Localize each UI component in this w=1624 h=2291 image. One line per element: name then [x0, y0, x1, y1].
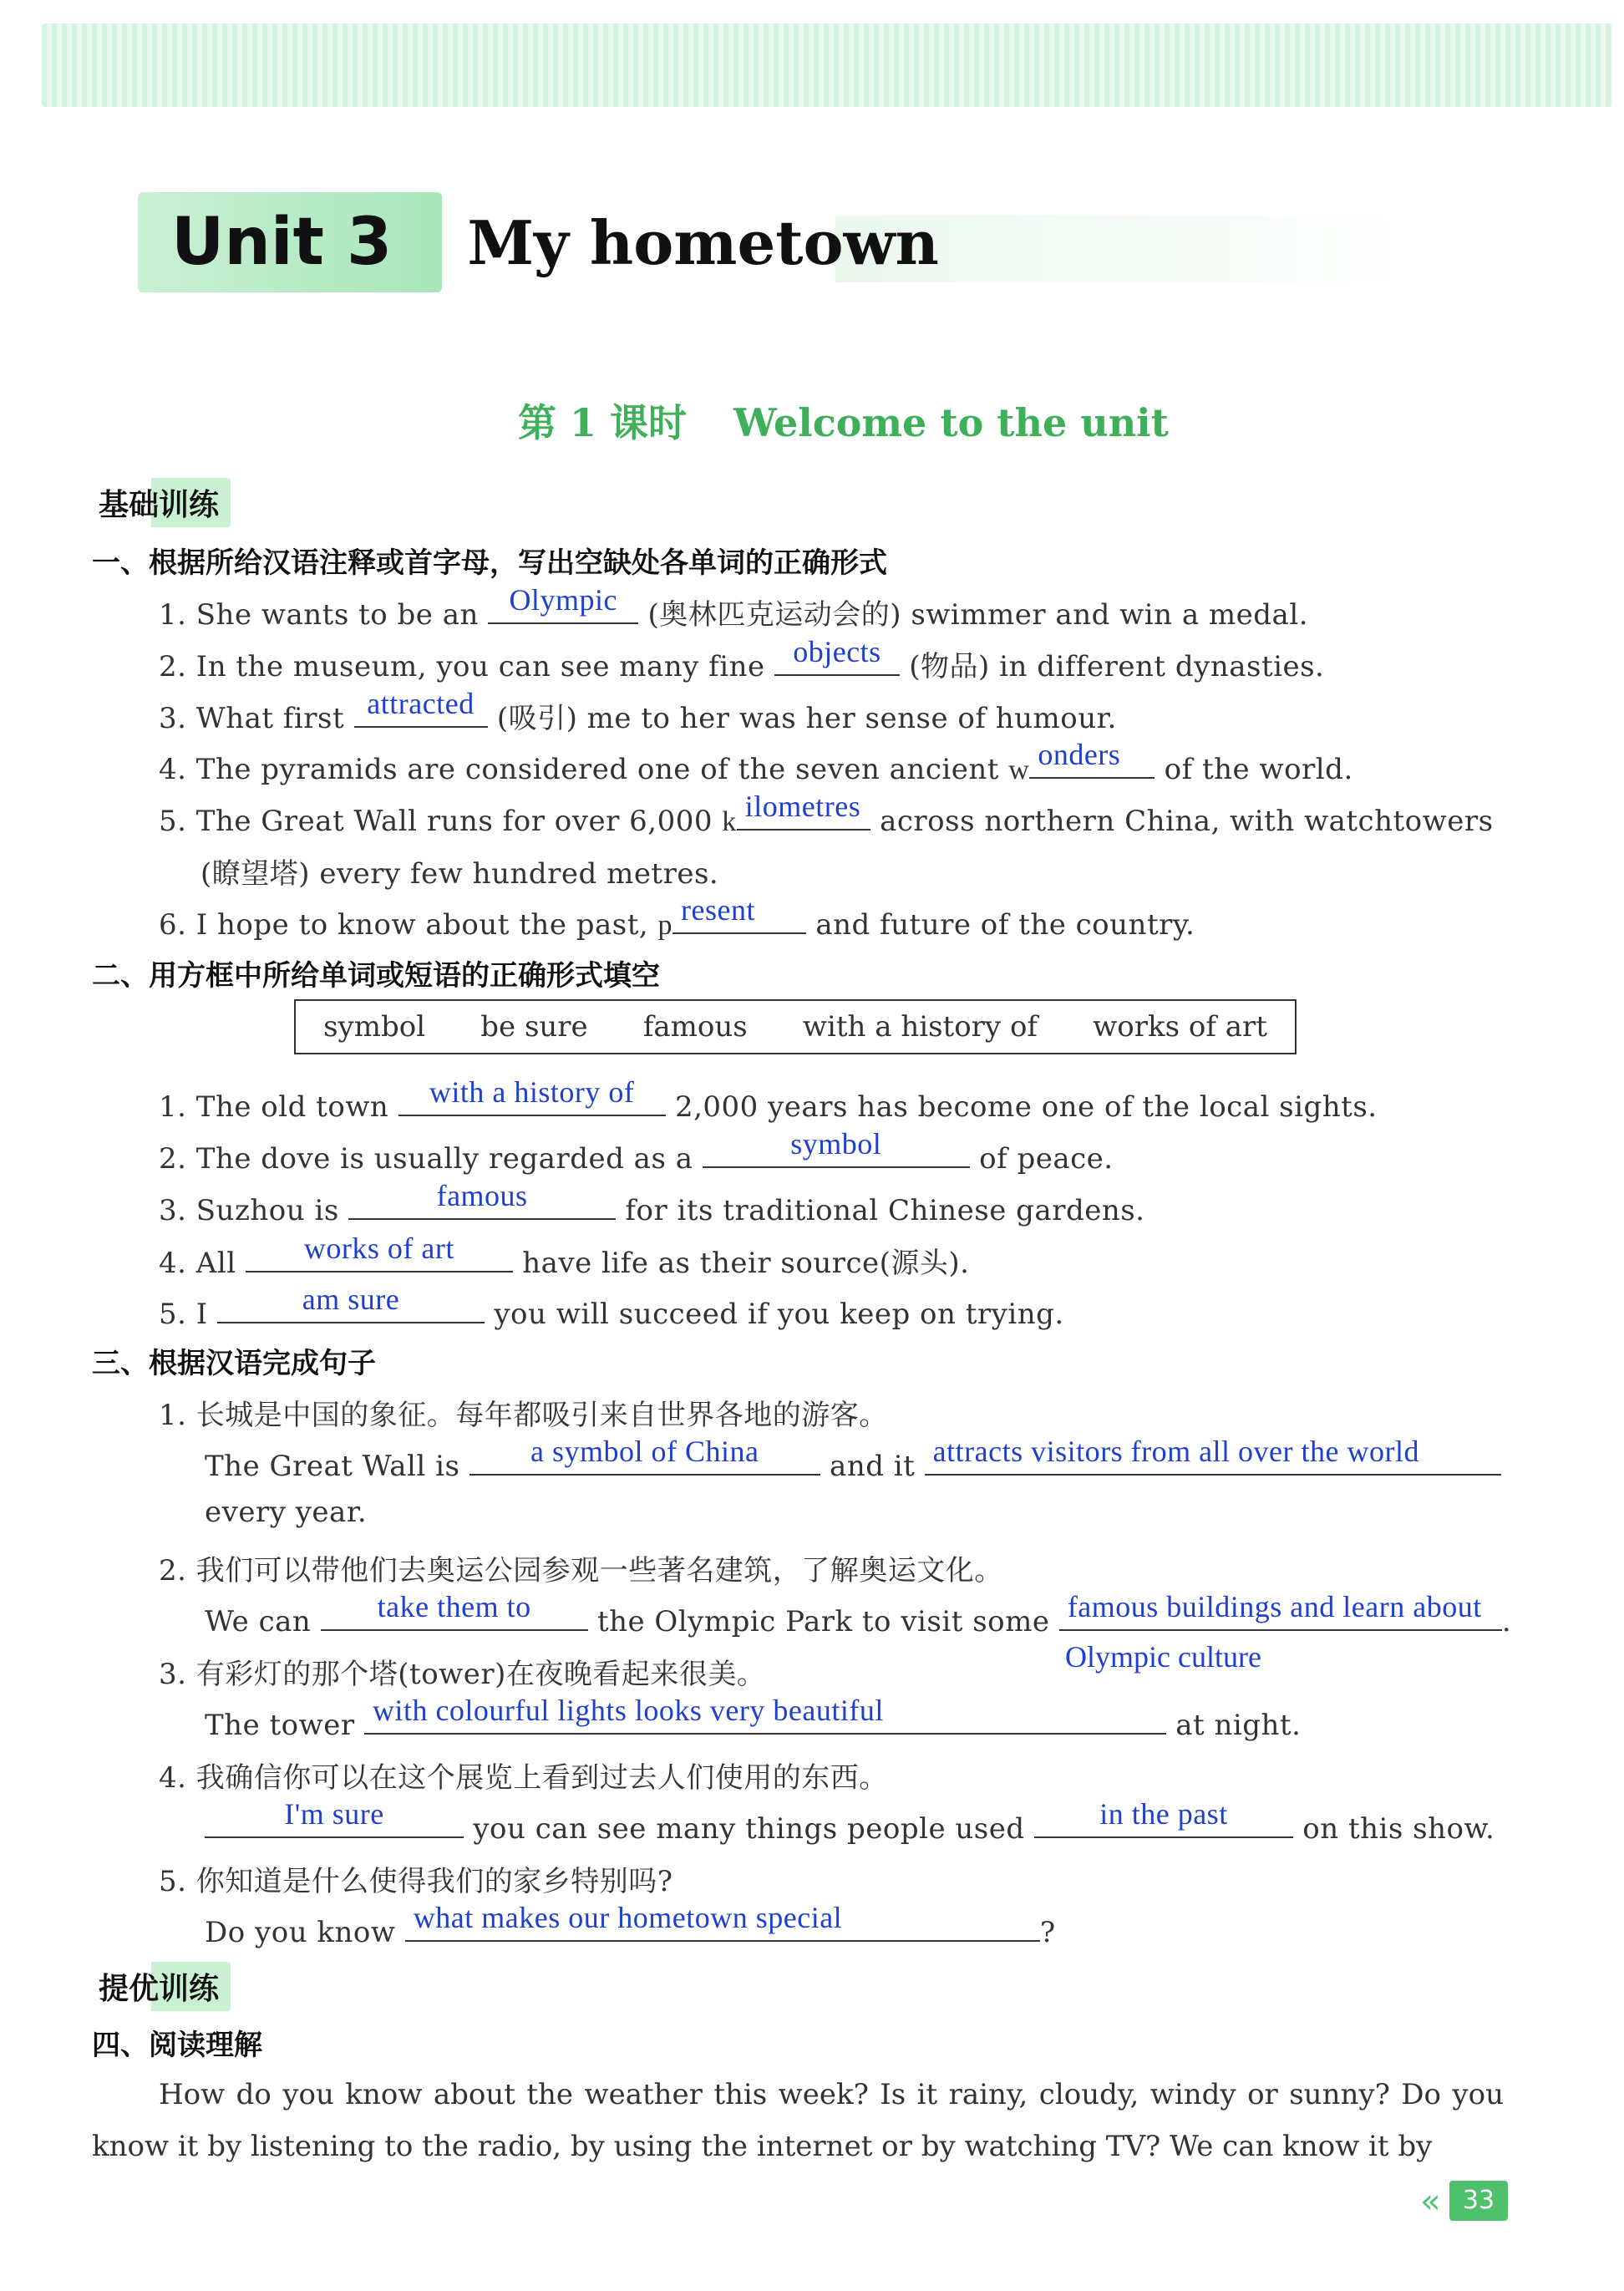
reading-paragraph: How do you know about the weather this week? Is it rainy, cloudy, windy or sunny? Do you know it by listening to the radio, by using the internet or by watching TV? We can know it by — [92, 2078, 1504, 2163]
answer-blank: famous — [348, 1188, 616, 1220]
answer-blank: works of art — [246, 1241, 513, 1272]
p3-q3-en: The tower with colourful lights looks very beautiful at night. — [205, 1694, 1302, 1742]
answer-blank: objects — [774, 644, 900, 676]
answer-blank: I'm sure — [205, 1806, 464, 1838]
p1-q2: 2. In the museum, you can see many fine objects (物品) in different dynasties. — [159, 635, 1325, 683]
p3-q2-cn: 2. 我们可以带他们去奥运公园参观一些著名建筑，了解奥运文化。 — [159, 1554, 1003, 1587]
p3-q4-en: I'm sure you can see many things people used in the past on this show. — [205, 1806, 1495, 1846]
p1-q6: 6. I hope to know about the past, p resent and future of the country. — [159, 893, 1195, 942]
p3-q3-cn: 3. 有彩灯的那个塔(tower)在夜晚看起来很美。 — [159, 1658, 766, 1691]
p1-q5: 5. The Great Wall runs for over 6,000 k ilometres across northern China, with watchtowers — [159, 790, 1494, 838]
answer-blank: attracted — [354, 696, 488, 728]
p3-q1-cn: 1. 长城是中国的象征。每年都吸引来自世界各地的游客。 — [159, 1399, 888, 1432]
p3-q2-answer-cont: Olympic culture — [1065, 1640, 1261, 1674]
p3-q4-cn: 4. 我确信你可以在这个展览上看到过去人们使用的东西。 — [159, 1761, 888, 1795]
answer-blank: with colourful lights looks very beautiful — [364, 1703, 1166, 1735]
part3-heading: 三、根据汉语完成句子 — [92, 1347, 376, 1380]
answer-blank: take them to — [321, 1599, 588, 1631]
answer-blank: resent — [672, 902, 806, 934]
unit-subtitle: My hometown — [467, 206, 939, 278]
word-item: with a history of — [802, 1010, 1038, 1044]
p2-q4: 4. All works of art have life as their source(源头). — [159, 1232, 970, 1280]
word-item: works of art — [1093, 1010, 1267, 1044]
lesson-name: Welcome to the unit — [733, 400, 1169, 445]
answer-blank: Olympic — [488, 592, 638, 624]
part2-heading: 二、用方框中所给单词或短语的正确形式填空 — [92, 959, 660, 993]
answer-blank: symbol — [703, 1136, 970, 1168]
p2-q1: 1. The old town with a history of 2,000 years has become one of the local sights. — [159, 1075, 1378, 1124]
section-basic: 基础训练 — [99, 478, 231, 527]
answer-blank: am sure — [217, 1292, 485, 1323]
answer-blank: attracts visitors from all over the world — [925, 1444, 1501, 1476]
answer-blank: in the past — [1034, 1806, 1293, 1838]
lesson-number: 第 1 课时 — [518, 400, 688, 445]
answer-blank: with a history of — [398, 1085, 666, 1116]
answer-blank: what makes our hometown special — [405, 1910, 1040, 1942]
p2-q2: 2. The dove is usually regarded as a symbol of peace. — [159, 1127, 1114, 1176]
p3-q2-en: We can take them to the Olympic Park to visit some famous buildings and learn about . — [205, 1590, 1512, 1638]
answer-blank: onders — [1029, 747, 1155, 779]
p3-q1-end: every year. — [205, 1496, 368, 1529]
word-item: be sure — [480, 1010, 588, 1044]
unit-label: Unit 3 — [138, 192, 442, 292]
unit-title — [138, 192, 939, 292]
answer-blank: ilometres — [737, 799, 870, 831]
answer-blank: famous buildings and learn about — [1059, 1599, 1502, 1631]
answer-blank: a symbol of China — [469, 1444, 820, 1476]
top-decorative-band — [42, 23, 1612, 107]
part1-heading: 一、根据所给汉语注释或首字母，写出空缺处各单词的正确形式 — [92, 546, 887, 580]
p1-q3: 3. What first attracted (吸引) me to her was her sense of humour. — [159, 687, 1117, 735]
p2-q3: 3. Suzhou is famous for its traditional Chinese gardens. — [159, 1179, 1145, 1227]
p1-q4: 4. The pyramids are considered one of the seven ancient w onders of the world. — [159, 738, 1353, 786]
p3-q5-en: Do you know what makes our hometown special ? — [205, 1901, 1056, 1949]
p1-q5-cont: (瞭望塔) every few hundred metres. — [200, 857, 719, 891]
p3-q5-cn: 5. 你知道是什么使得我们的家乡特别吗? — [159, 1865, 673, 1898]
lesson-title — [518, 393, 1169, 448]
chevron-left-icon: « — [1420, 2182, 1441, 2221]
part4-heading: 四、阅读理解 — [92, 2029, 262, 2062]
word-box — [294, 999, 1297, 1054]
page-number: 33 — [1449, 2181, 1508, 2221]
word-item: famous — [642, 1010, 748, 1044]
word-item: symbol — [323, 1010, 426, 1044]
p2-q5: 5. I am sure you will succeed if you keep on trying. — [159, 1283, 1064, 1331]
p1-q1: 1. She wants to be an Olympic (奥林匹克运动会的) swimmer and win a medal. — [159, 583, 1309, 632]
p3-q1-en: The Great Wall is a symbol of China and it attracts visitors from all over the world — [205, 1444, 1501, 1483]
section-advanced: 提优训练 — [99, 1962, 231, 2011]
